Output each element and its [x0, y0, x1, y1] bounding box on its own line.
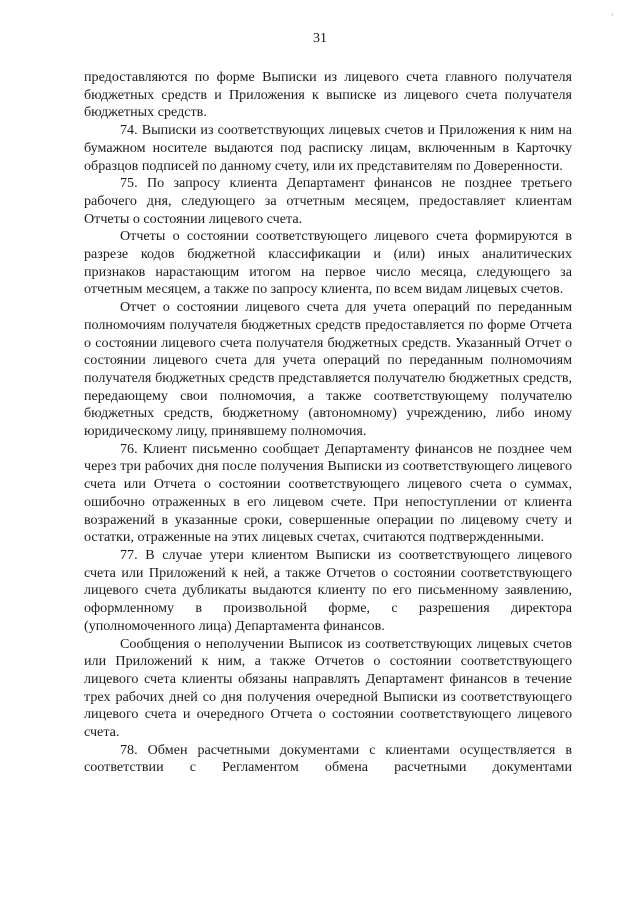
document-body — [84, 69, 572, 777]
paragraph-77: 77. В случае утери клиентом Выписки из соответствующего лицевого счета или Приложений к ней, а также Отчетов о состоянии соответствующего лицевого счета дубликаты выдаются клиенту по его письменному заявлению, оформленному в произвольной форме, с разрешения директора (уполномоченного лица) Департамента финансов. — [84, 546, 572, 634]
paragraph-continuation: предоставляются по форме Выписки из лицевого счета главного получателя бюджетных средств и Приложения к выписке из лицевого счета получателя бюджетных средств. — [84, 69, 572, 121]
paragraph-75-delegated-powers: Отчет о состоянии лицевого счета для учета операций по переданным полномочиям получателя бюджетных средств предоставляется по форме Отчета о состоянии лицевого счета получателя бюджетных средств. Указанный Отчет о состоянии лицевого счета для учета операций по переданным полномочиям получателя бюджетных средств представляется получателю бюджетных средств, передающему свои полномочия, а также соответствующему получателю бюджетных средств, бюджетному (автономному) учреждению, либо иному юридическому лицу, принявшему полномочия. — [84, 299, 572, 440]
page-number: 31 — [313, 31, 327, 46]
paragraph-75-reports-formation: Отчеты о состоянии соответствующего лицевого счета формируются в разрезе кодов бюджетной классификации и (или) иных аналитических признаков нарастающим итогом на первое число месяца, следующего за отчетным месяцем, а также по запросу клиента, по всем видам лицевых счетов. — [84, 228, 572, 298]
paragraph-76: 76. Клиент письменно сообщает Департаменту финансов не позднее чем через три рабочих дня после получения Выписки из соответствующего лицевого счета или Отчета о состоянии соответствующего лицевого счета о суммах, ошибочно отраженных в его лицевом счете. При непоступлении от клиента возражений в указанные сроки, совершенные операции по лицевому счету и остатки, отраженные на этих лицевых счетах, считаются подтвержденными. — [84, 440, 572, 546]
paragraph-75: 75. По запросу клиента Департамент финансов не позднее третьего рабочего дня, следующего за отчетным месяцем, предоставляет клиентам Отчеты о состоянии лицевого счета. — [84, 175, 572, 227]
paragraph-78: 78. Обмен расчетными документами с клиентами осуществляется в соответствии с Регламентом обмена расчетными документами — [84, 741, 572, 776]
paragraph-74: 74. Выписки из соответствующих лицевых счетов и Приложения к ним на бумажном носителе выдаются под расписку лицам, включенным в Карточку образцов подписей по данному счету, или их представителям по Доверенности. — [84, 122, 572, 174]
paragraph-77-notifications: Сообщения о неполучении Выписок из соответствующих лицевых счетов или Приложений к ним, а также Отчетов о состоянии соответствующего лицевого счета клиенты обязаны направлять Департамент финансов в течение трех рабочих дней со дня получения очередной Выписки из соответствующего лицевого счета и очередного Отчета о состоянии соответствующего лицевого счета. — [84, 635, 572, 741]
corner-mark: ' — [611, 12, 613, 22]
